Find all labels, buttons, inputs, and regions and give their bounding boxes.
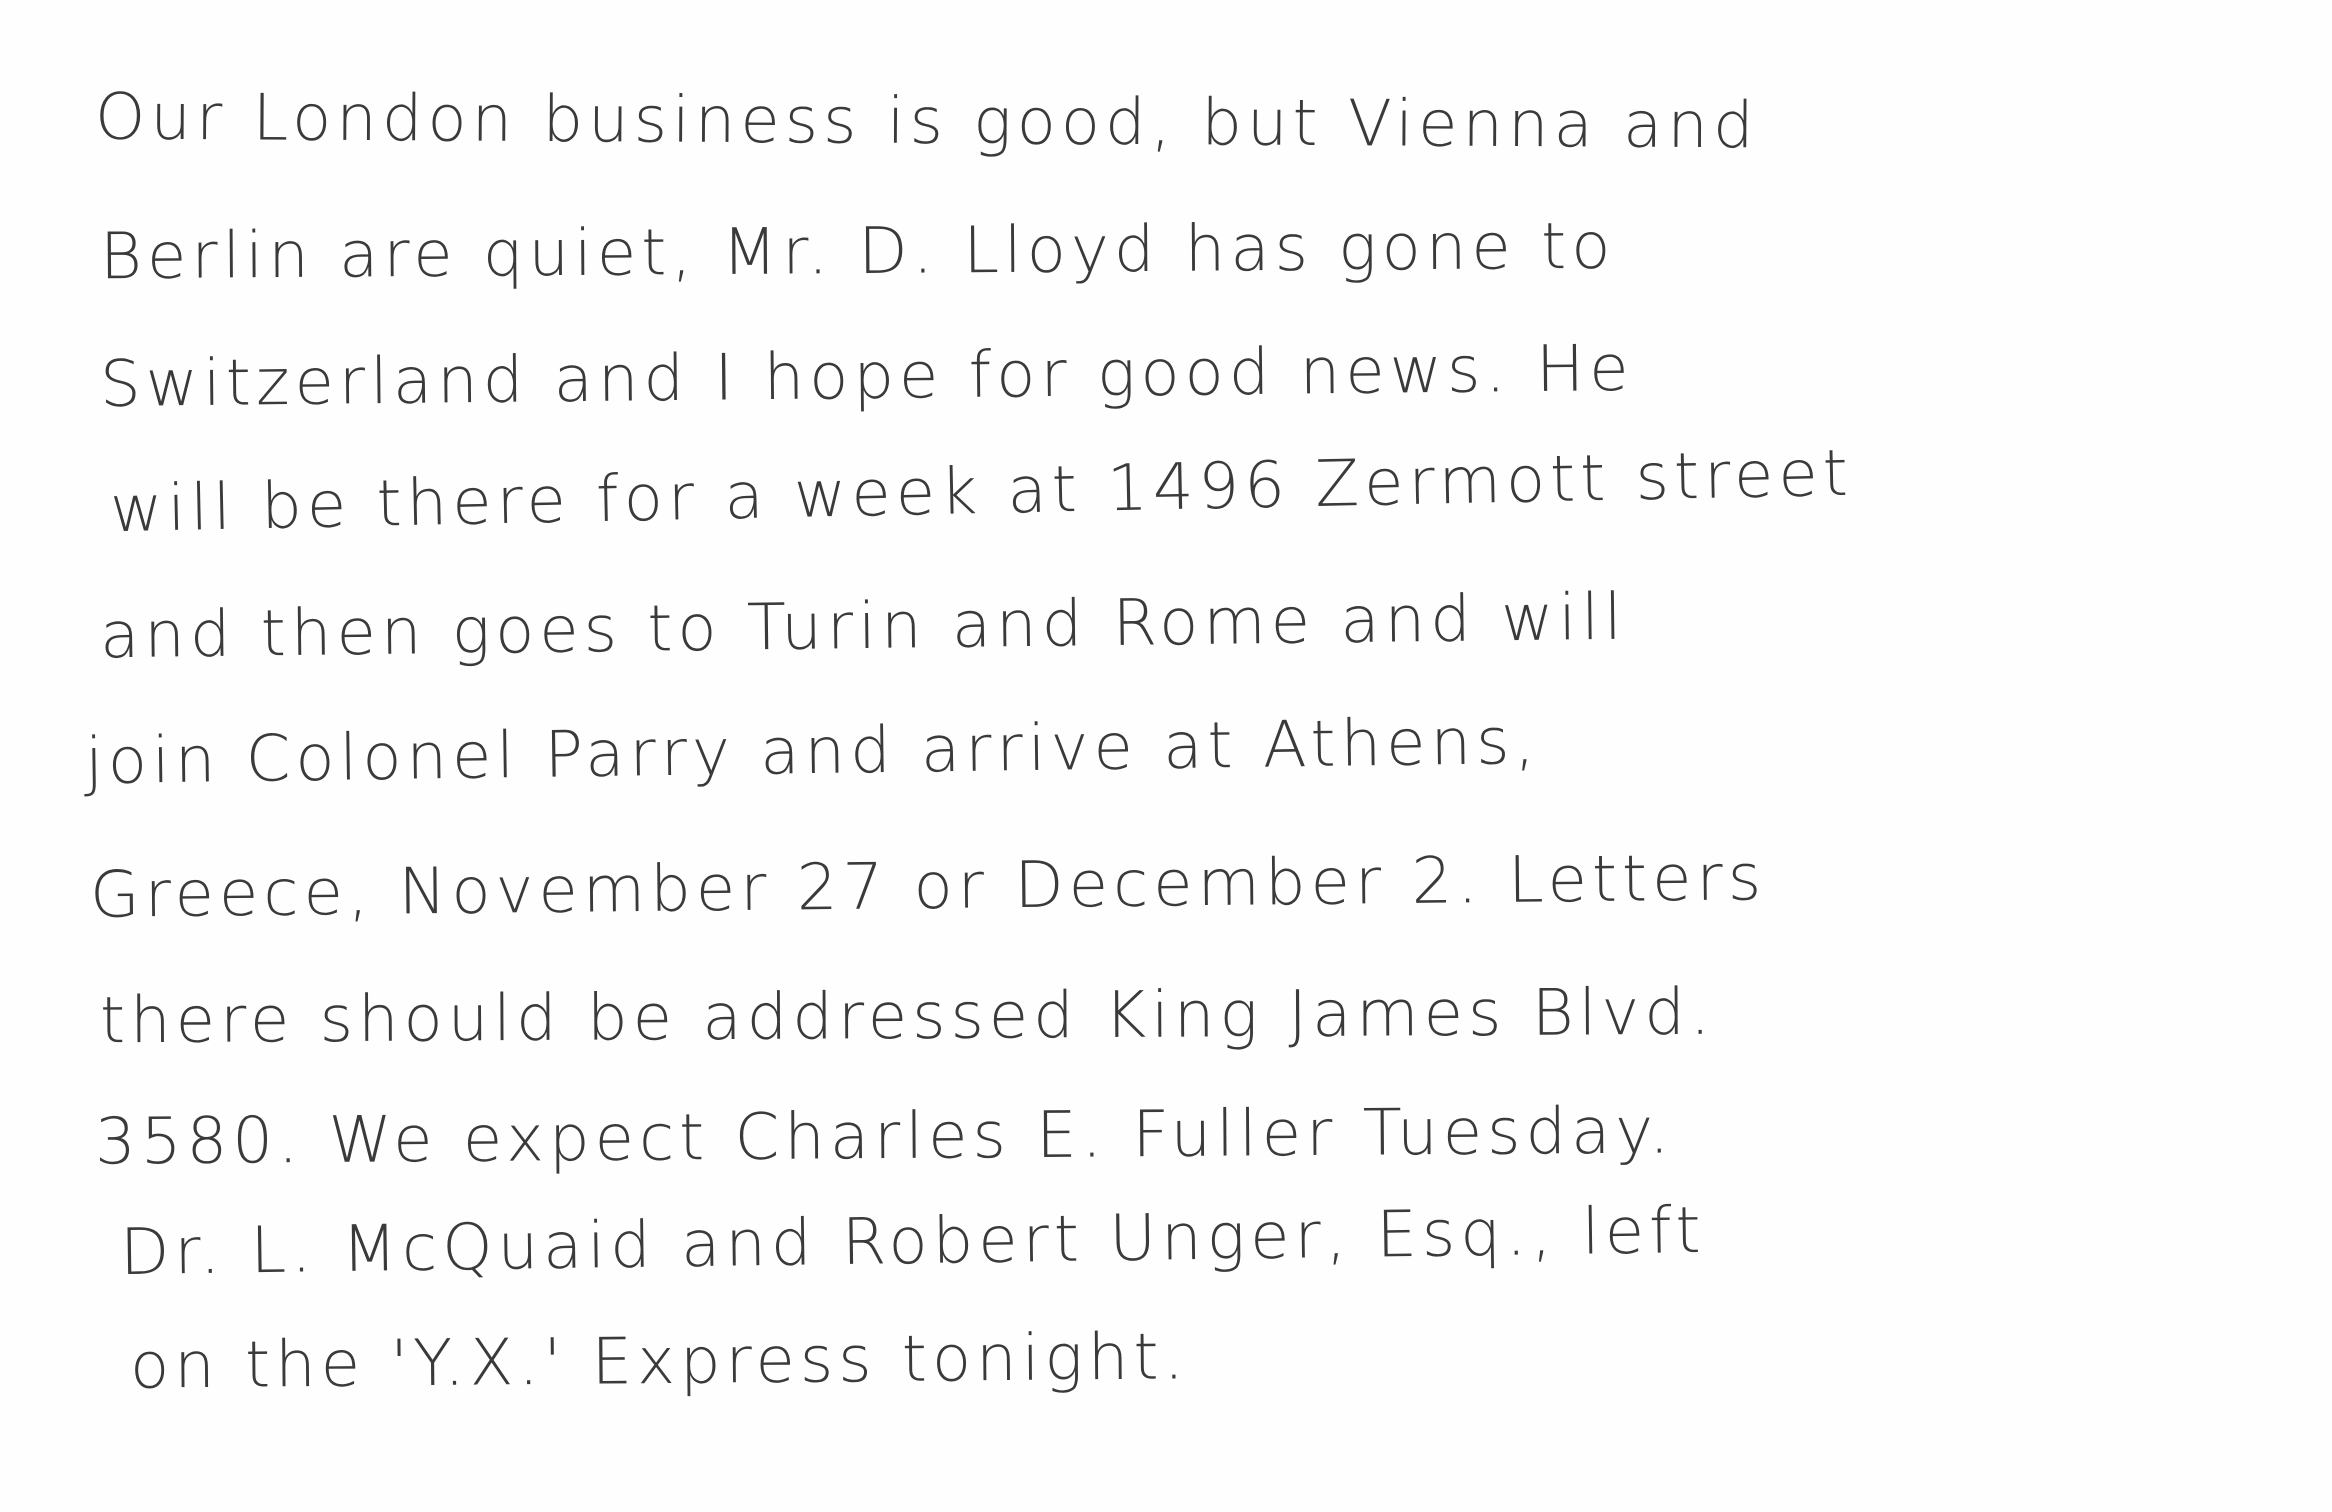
- text-line: 3580. We expect Charles E. Fuller Tuesday.: [94, 1094, 1675, 1180]
- text-line: there should be addressed King James Blvd.: [99, 975, 1716, 1059]
- text-line: Our London business is good, but Vienna and: [94, 80, 1759, 164]
- text-line: Berlin are quiet, Mr. D. Lloyd has gone to: [99, 209, 1616, 295]
- text-line: and then goes to Turin and Rome and will: [99, 580, 1628, 674]
- text-line: will be there for a week at 1496 Zermott street: [109, 436, 1854, 548]
- text-line: on the 'Y.X.' Express tonight.: [129, 1320, 1190, 1404]
- text-line: Dr. L. McQuaid and Robert Unger, Esq., left: [119, 1193, 1707, 1291]
- text-line: Greece, November 27 or December 2. Letters: [89, 841, 1767, 933]
- text-line: join Colonel Parry and arrive at Athens,: [84, 704, 1541, 800]
- text-line: Switzerland and I hope for good news. He: [99, 331, 1634, 423]
